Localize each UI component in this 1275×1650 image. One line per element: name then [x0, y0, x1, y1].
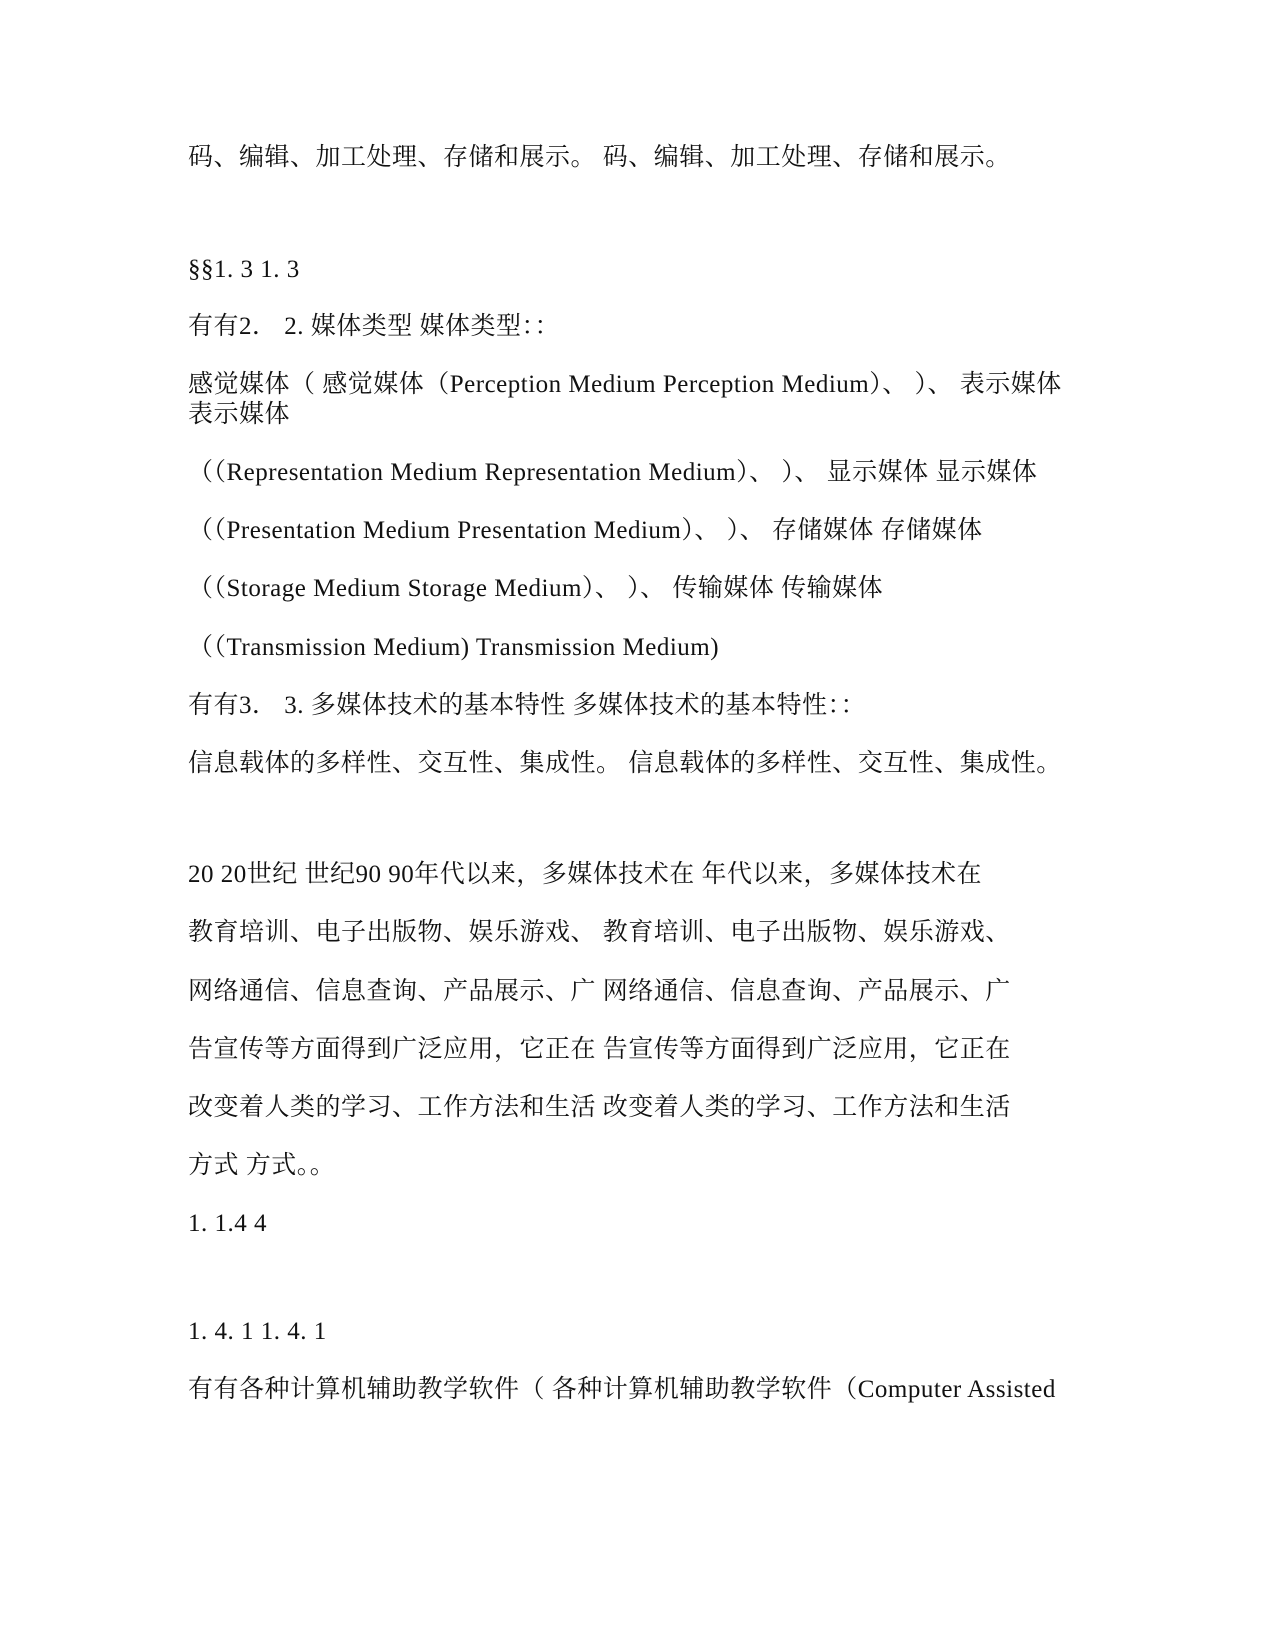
body-text-line: 20 20世纪 世纪90 90年代以来，多媒体技术在 年代以来，多媒体技术在 — [188, 861, 983, 888]
body-text-line: （（Transmission Medium) Transmission Medium) — [188, 634, 720, 661]
section-heading: §§1. 3 1. 3 — [188, 256, 300, 283]
body-text-line: 告宣传等方面得到广泛应用，它正在 告宣传等方面得到广泛应用，它正在 — [188, 1036, 1011, 1063]
body-text-line: （（Representation Medium Representation Medium）、 ）、 显示媒体 显示媒体 — [188, 459, 1038, 486]
body-text-line: 有有各种计算机辅助教学软件（ 各种计算机辅助教学软件（Computer Assisted — [188, 1376, 1056, 1403]
body-text-line: 改变着人类的学习、工作方法和生活 改变着人类的学习、工作方法和生活 — [188, 1094, 1011, 1121]
body-text-line: 信息载体的多样性、交互性、集成性。 信息载体的多样性、交互性、集成性。 — [188, 750, 1062, 777]
body-text-line: 码、编辑、加工处理、存储和展示。 码、编辑、加工处理、存储和展示。 — [188, 144, 1011, 171]
subsection-heading: 1. 4. 1 1. 4. 1 — [188, 1318, 327, 1345]
body-text-line: （（Presentation Medium Presentation Medium）、 ）、 存储媒体 存储媒体 — [188, 517, 983, 544]
body-text-line: （（Storage Medium Storage Medium）、 ）、 传输媒体 传输媒体 — [188, 575, 884, 602]
subsection-heading: 有有3． 3. 多媒体技术的基本特性 多媒体技术的基本特性：： — [188, 692, 867, 719]
body-text-line: 感觉媒体（ 感觉媒体（Perception Medium Perception Medium）、 ）、 表示媒体 表示媒体 — [188, 371, 1062, 428]
body-text-line: 方式 方式。。 — [188, 1152, 336, 1179]
subsection-heading: 有有2． 2. 媒体类型 媒体类型：： — [188, 313, 561, 340]
body-text-line: 教育培训、电子出版物、娱乐游戏、 教育培训、电子出版物、娱乐游戏、 — [188, 919, 1011, 946]
section-heading: 1. 1.4 4 — [188, 1210, 267, 1237]
body-text-line: 网络通信、信息查询、产品展示、广 网络通信、信息查询、产品展示、广 — [188, 978, 1011, 1005]
